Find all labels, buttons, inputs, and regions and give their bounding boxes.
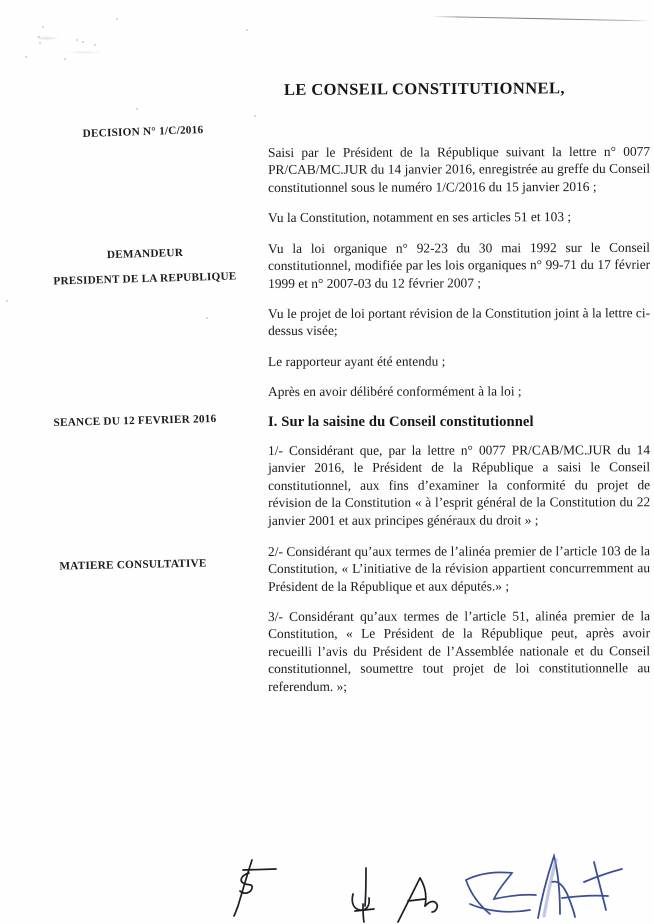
paragraph-rapporteur: Le rapporteur ayant été entendu ; <box>268 353 446 369</box>
page-title: LE CONSEIL CONSTITUTIONNEL, <box>283 78 565 99</box>
paragraph-considerant-1: 1/- Considérant que, par la lettre n° 0077 PR/CAB/MC.JUR du 14 janvier 2016, le Président de la République a saisi le Conseil constitutionnel, aux fins d’examiner la conformité du projet de révision de la Constitution « à l’esprit général de la Constitution du 22 janvier 2001 et aux principes généraux du droit » ; <box>268 442 651 529</box>
scan-speck <box>116 18 118 20</box>
scan-speck <box>39 42 41 44</box>
decision-number-label: DECISION N° 1/C/2016 <box>82 124 204 140</box>
scan-speck <box>94 44 96 46</box>
signature-2 <box>344 866 390 924</box>
demandeur-label: DEMANDEUR <box>106 246 184 262</box>
document-body <box>268 80 650 708</box>
scan-speck <box>38 36 40 38</box>
paragraph-considerant-2: 2/- Considérant qu’aux termes de l’alinéa premier de l’article 103 de la Constitution, « L’initiative de la révision appartient concurremment au Président de la République et aux députés.» ; <box>268 542 651 594</box>
scan-speck <box>206 317 208 319</box>
signature-3 <box>392 872 448 924</box>
paragraph-vu-projet-de-loi: Vu le projet de loi portant révision de la Constitution joint à la lettre ci-dessus visée; <box>268 305 651 339</box>
paragraph-vu-loi-organique: Vu la loi organique n° 92-23 du 30 mai 1992 sur le Conseil constitutionnel, modifiée par les lois organiques n° 99-71 du 17 février 1999 et n° 2007-03 du 12 février 2007 ; <box>268 239 651 291</box>
paragraph-delibere: Après en avoir délibéré conformément à la loi ; <box>268 383 522 400</box>
scan-speck <box>82 41 84 43</box>
scan-speck <box>136 108 138 110</box>
matiere-consultative-label: MATIERE CONSULTATIVE <box>59 557 207 573</box>
paragraph-saisine: Saisi par le Président de la République suivant la lettre n° 0077 PR/CAB/MC.JUR du 14 janvier 2016, enregistrée au greffe du Conseil constitutionnel sous le numéro 1/C/2016 du 15 janvier 2016 ; <box>268 143 651 195</box>
scan-speck <box>42 26 44 28</box>
scan-speck <box>64 58 66 60</box>
signature-row <box>0 852 654 924</box>
signature-5 <box>528 852 626 920</box>
seance-date-label: SEANCE DU 12 FEVRIER 2016 <box>53 413 217 429</box>
paragraph-considerant-3: 3/- Considérant qu’aux termes de l’article 51, alinéa premier de la Constitution, « Le Président de la République peut, après avoir recueilli l’avis du Président de l’Assemblée nationale et du Conseil constitutionnel, soumettre tout projet de loi constitutionnelle au referendum. »; <box>268 607 651 694</box>
signature-1 <box>222 856 292 918</box>
paragraph-vu-constitution: Vu la Constitution, notamment en ses articles 51 et 103 ; <box>268 209 572 226</box>
scan-speck <box>6 300 8 302</box>
scan-speck <box>246 29 248 31</box>
scan-edge-line <box>432 16 650 21</box>
scan-speck <box>254 115 256 117</box>
scan-speck <box>76 39 78 41</box>
section-heading-i: I. Sur la saisine du Conseil constitutionnel <box>268 414 534 431</box>
scan-speck <box>25 56 27 58</box>
demandeur-value: PRESIDENT DE LA REPUBLIQUE <box>53 270 237 288</box>
